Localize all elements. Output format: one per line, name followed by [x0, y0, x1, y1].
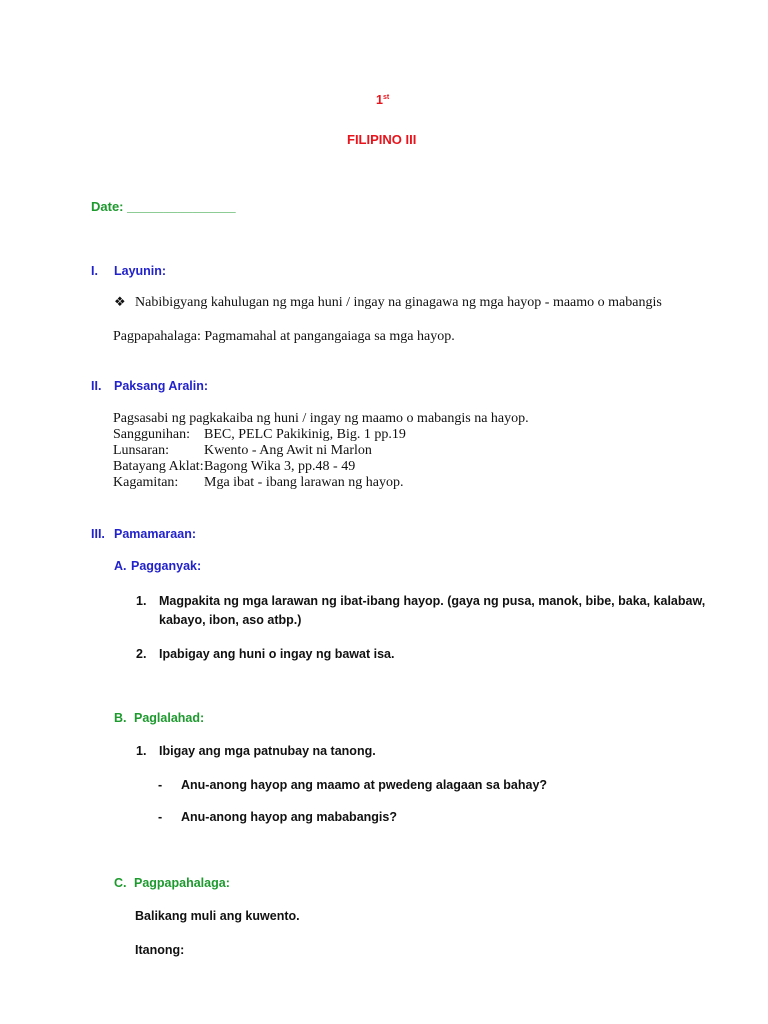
- ref-value: Bagong Wika 3, pp.48 - 49: [204, 459, 356, 474]
- list-item-text-continued: kabayo, ibon, aso atbp.): [159, 613, 302, 627]
- list-item-text: Magpakita ng mga larawan ng ibat-ibang hayop. (gaya ng pusa, manok, bibe, baka, kalabaw,: [159, 594, 706, 608]
- question-text: Anu-anong hayop ang maamo at pwedeng alagaan sa bahay?: [181, 778, 548, 792]
- subject-title: FILIPINO III: [347, 132, 417, 147]
- subsection-a-letter: A.: [114, 559, 127, 573]
- quarter-number: 1: [376, 93, 383, 107]
- list-item-number: 2.: [136, 647, 147, 661]
- quarter-suffix: st: [382, 93, 390, 101]
- list-item-number: 1.: [136, 594, 147, 608]
- subsection-c-letter: C.: [114, 876, 127, 890]
- subsection-a-title: Pagganyak:: [131, 559, 202, 573]
- date-label: Date: _______________: [91, 199, 236, 214]
- ref-label: Kagamitan:: [113, 475, 179, 490]
- ref-label: Lunsaran:: [113, 443, 169, 458]
- diamond-bullet-icon: ❖: [114, 294, 126, 309]
- section-2-title: Paksang Aralin:: [114, 379, 209, 393]
- section-1-title: Layunin:: [114, 264, 167, 278]
- section-1-numeral: I.: [91, 264, 98, 278]
- subsection-b-letter: B.: [114, 711, 127, 725]
- ref-value: Kwento - Ang Awit ni Marlon: [204, 443, 372, 458]
- section-3-title: Pamamaraan:: [114, 527, 196, 541]
- objective-text: Nabibigyang kahulugan ng mga huni / ingay na ginagawa ng mga hayop - maamo o mabangis: [135, 295, 662, 310]
- section-3-numeral: III.: [91, 527, 105, 541]
- quarter-heading: [376, 93, 389, 107]
- instruction-text: Itanong:: [135, 943, 185, 957]
- ref-label: Batayang Aklat:: [113, 459, 204, 474]
- ref-label: Sanggunihan:: [113, 427, 190, 442]
- topic-text: Pagsasabi ng pagkakaiba ng huni / ingay ng maamo o mabangis na hayop.: [113, 411, 529, 426]
- section-2-numeral: II.: [91, 379, 102, 393]
- ref-value: Mga ibat - ibang larawan ng hayop.: [204, 475, 404, 490]
- instruction-text: Balikang muli ang kuwento.: [135, 909, 300, 923]
- question-dash: -: [158, 778, 163, 792]
- list-item-text: Ibigay ang mga patnubay na tanong.: [159, 744, 376, 758]
- ref-value: BEC, PELC Pakikinig, Big. 1 pp.19: [204, 427, 406, 442]
- subsection-c-title: Pagpapahalaga:: [134, 876, 230, 890]
- value-text: Pagpapahalaga: Pagmamahal at pangangaiaga sa mga hayop.: [113, 329, 455, 344]
- subsection-b-title: Paglalahad:: [134, 711, 205, 725]
- list-item-number: 1.: [136, 744, 147, 758]
- list-item-text: Ipabigay ang huni o ingay ng bawat isa.: [159, 647, 395, 661]
- question-dash: -: [158, 810, 163, 824]
- question-text: Anu-anong hayop ang mababangis?: [181, 810, 397, 824]
